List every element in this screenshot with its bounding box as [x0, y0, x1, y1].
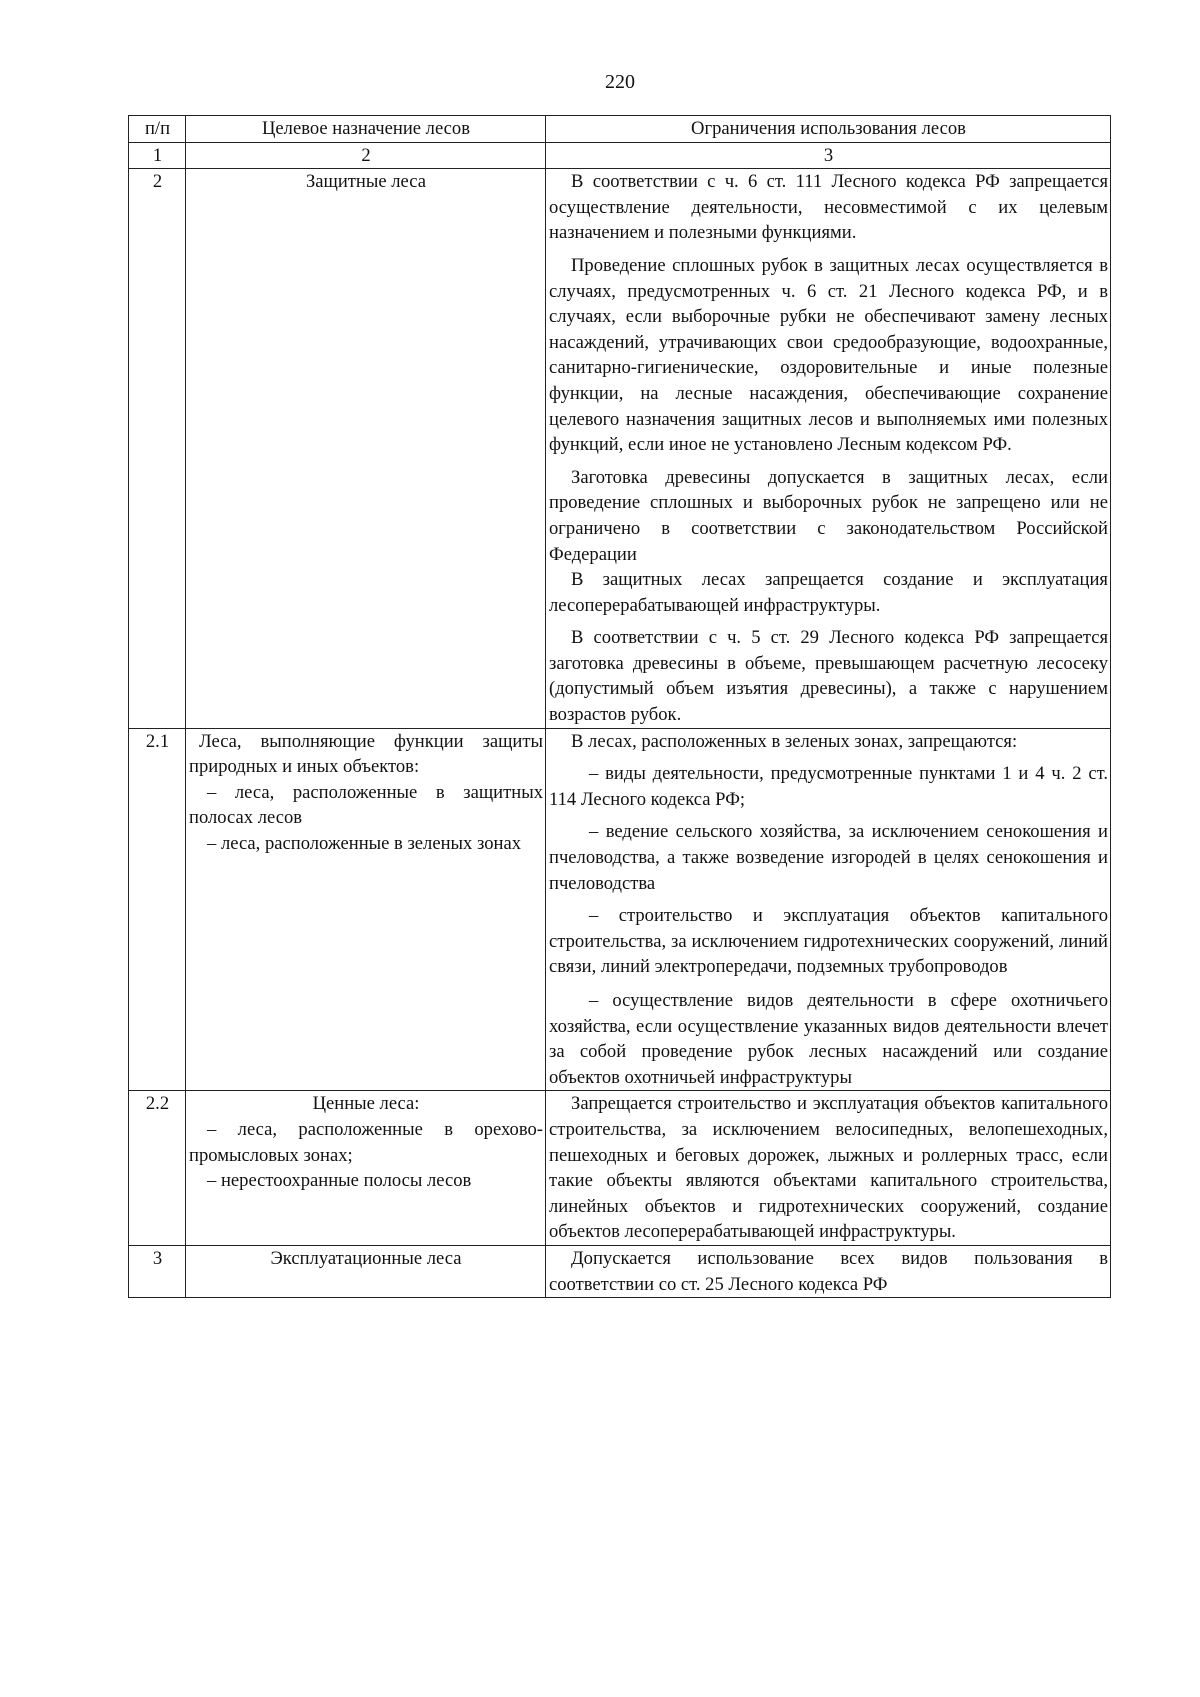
forest-restrictions-table [128, 115, 1111, 1298]
row-restrictions [546, 1091, 1111, 1246]
restriction-paragraph: – виды деятельности, предусмотренные пунктами 1 и 4 ч. 2 ст. 114 Лесного кодекса РФ; [549, 763, 1108, 810]
numbering-cell-1: 1 [129, 142, 186, 169]
restriction-paragraph: Запрещается строительство и эксплуатация объектов капитального строительства, за исключением велосипедных, велопешеходных, пешеходных и беговых дорожек, лыжных и роллерных трасс, если такие объекты являются объектами капитального строительства, линейных объектов и гидротехнических сооружений, создание объектов лесоперерабатывающей инфраструктуры. [549, 1093, 1108, 1243]
row-restrictions [546, 728, 1111, 1091]
purpose-text: – нерестоохранные полосы лесов [207, 1170, 472, 1192]
restriction-paragraph: – осуществление видов деятельности в сфере охотничьего хозяйства, если осуществление указанных видов деятельности влечет за собой проведение рубок лесных насаждений или создание объектов охотничьей инфраструктуры [549, 990, 1108, 1088]
numbering-cell-2: 2 [186, 142, 546, 169]
row-restrictions [546, 169, 1111, 728]
numbering-cell-3: 3 [546, 142, 1111, 169]
purpose-text: – леса, расположенные в орехово-промысловых зонах; [189, 1118, 543, 1166]
purpose-text: Ценные леса: [312, 1093, 420, 1115]
table-row [129, 1091, 1111, 1246]
purpose-text: Леса, выполняющие функции защиты природных и иных объектов: [189, 730, 543, 778]
header-cell-number: п/п [129, 116, 186, 143]
row-purpose [186, 1091, 546, 1246]
table-row [129, 169, 1111, 728]
row-purpose [186, 169, 546, 728]
restriction-paragraph: – ведение сельского хозяйства, за исключением сенокошения и пчеловодства, а также возведение изгородей в целях сенокошения и пчеловодства [549, 821, 1108, 894]
restriction-paragraph: – строительство и эксплуатация объектов капитального строительства, за исключением гидротехнических сооружений, линий связи, линий электропередачи, подземных трубопроводов [549, 905, 1108, 978]
row-number: 2 [129, 169, 186, 728]
table-row [129, 1245, 1111, 1297]
row-purpose [186, 1245, 546, 1297]
table-header-row [129, 116, 1111, 143]
purpose-text: – леса, расположенные в защитных полосах лесов [189, 781, 543, 829]
purpose-text: Эксплуатационные леса [270, 1247, 462, 1269]
purpose-text: Защитные леса [305, 171, 427, 193]
restriction-paragraph: Допускается использование всех видов пользования в соответствии со ст. 25 Лесного кодекса РФ [549, 1247, 1108, 1295]
restriction-paragraph: В защитных лесах запрещается создание и эксплуатация лесоперерабатывающей инфраструктуры. [549, 569, 1108, 616]
row-number: 2.2 [129, 1091, 186, 1246]
header-cell-purpose: Целевое назначение лесов [186, 116, 546, 143]
purpose-text: – леса, расположенные в зеленых зонах [207, 833, 522, 855]
row-restrictions [546, 1245, 1111, 1297]
page-number: 220 [605, 71, 635, 93]
table-row [129, 728, 1111, 1091]
restriction-paragraph: Проведение сплошных рубок в защитных лесах осуществляется в случаях, предусмотренных ч. 6 ст. 21 Лесного кодекса РФ, и в случаях, если выборочные рубки не обеспечивают замену лесных насаждений, утрачивающих свои средообразующие, водоохранные, санитарно-гигиенические, оздоровительные и иные полезные функции, на лесные насаждения, обеспечивающие сохранение целевого назначения защитных лесов и выполняемых ими полезных функций, если иное не установлено Лесным кодексом РФ. [549, 254, 1108, 456]
restriction-paragraph: В соответствии с ч. 5 ст. 29 Лесного кодекса РФ запрещается заготовка древесины в объеме, превышающем расчетную лесосеку (допустимый объем изъятия древесины), а также с нарушением возрастов рубок. [549, 627, 1108, 726]
row-number: 3 [129, 1245, 186, 1297]
header-cell-restrictions: Ограничения использования лесов [546, 116, 1111, 143]
restriction-paragraph: Заготовка древесины допускается в защитных лесах, если проведение сплошных и выборочных рубок не запрещено или не ограничено в соответствии с законодательством Российской Федерации [549, 466, 1108, 565]
restriction-paragraph: В соответствии с ч. 6 ст. 111 Лесного кодекса РФ запрещается осуществление деятельности, несовместимой с их целевым назначением и полезными функциями. [549, 171, 1108, 244]
row-purpose [186, 728, 546, 1091]
restriction-paragraph: В лесах, расположенных в зеленых зонах, запрещаются: [571, 730, 1018, 752]
table-numbering-row [129, 142, 1111, 169]
row-number: 2.1 [129, 728, 186, 1091]
